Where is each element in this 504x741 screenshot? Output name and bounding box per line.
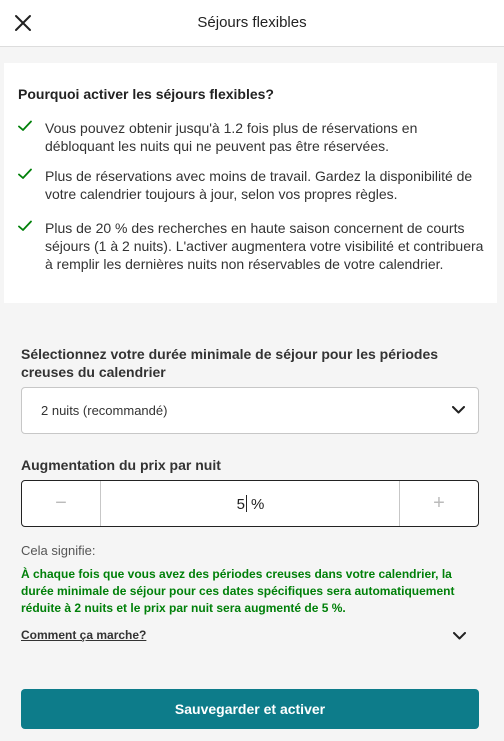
benefit-text: Plus de 20 % des recherches en haute saison concernent de courts séjours (1 à 2 nuits). L'activer augmentera votre visibilité et contribuera à remplir les dernières nuits non réservables de votre calendrier. bbox=[45, 220, 484, 272]
benefit-text: Plus de réservations avec moins de travail. Gardez la disponibilité de votre calendrier toujours à jour, selon vos propres règles. bbox=[45, 168, 473, 202]
save-and-activate-button[interactable] bbox=[21, 689, 479, 729]
benefits-heading: Pourquoi activer les séjours flexibles? bbox=[18, 86, 274, 102]
decrement-button[interactable] bbox=[22, 481, 101, 526]
min-stay-selected-value: 2 nuits (recommandé) bbox=[41, 403, 168, 418]
price-increase-value bbox=[102, 495, 399, 513]
text-cursor bbox=[246, 495, 247, 512]
min-stay-label: Sélectionnez votre durée minimale de séjour pour les périodes creuses du calendrier bbox=[21, 346, 439, 380]
min-stay-select[interactable] bbox=[21, 387, 479, 434]
minus-icon: − bbox=[55, 492, 67, 514]
page-title: Séjours flexibles bbox=[197, 14, 307, 31]
increment-button[interactable] bbox=[399, 481, 478, 526]
chevron-down-icon bbox=[452, 406, 465, 414]
check-icon bbox=[18, 120, 32, 132]
header bbox=[0, 0, 504, 47]
benefit-text: Vous pouvez obtenir jusqu'à 1.2 fois plus de réservations en débloquant les nuits qui ne peuvent pas être réservées. bbox=[45, 120, 418, 154]
meaning-text: À chaque fois que vous avez des périodes creuses dans votre calendrier, la durée minimale de séjour pour ces dates spécifiques sera automatiquement réduite à 2 nuits et le prix par nuit sera augmenté de 5 %. bbox=[21, 567, 455, 615]
how-it-works-link[interactable]: Comment ça marche? bbox=[21, 628, 147, 642]
plus-icon: + bbox=[433, 492, 445, 514]
meaning-label: Cela signifie: bbox=[21, 543, 96, 558]
price-unit: % bbox=[251, 496, 265, 513]
check-icon bbox=[18, 220, 32, 232]
benefits-card bbox=[4, 63, 497, 303]
price-increase-label: Augmentation du prix par nuit bbox=[21, 457, 221, 473]
price-increase-stepper bbox=[21, 480, 479, 527]
check-icon bbox=[18, 168, 32, 180]
save-button-label: Sauvegarder et activer bbox=[174, 701, 326, 717]
price-value: 5 bbox=[236, 496, 245, 513]
price-increase-input[interactable] bbox=[102, 481, 399, 526]
chevron-down-icon[interactable] bbox=[453, 632, 466, 640]
